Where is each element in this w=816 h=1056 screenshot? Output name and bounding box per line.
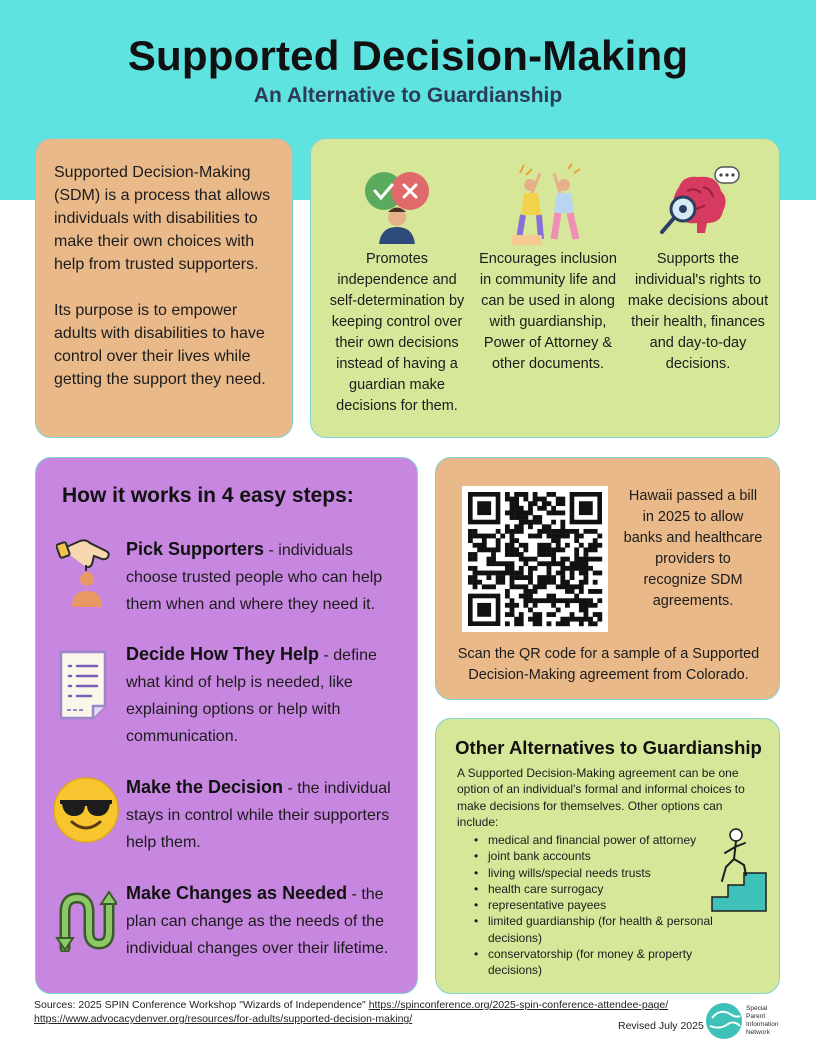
step-text [126, 536, 406, 618]
alternatives-list [472, 832, 722, 979]
high-five-people-icon [473, 161, 623, 249]
list-item: • health care surrogacy [472, 881, 722, 897]
page-title: Supported Decision-Making [127, 32, 689, 79]
revised-date: Revised July 2025 [618, 1020, 704, 1032]
step-description: - the plan can change as the needs of the individual changes over their lifetime. [126, 886, 389, 957]
sunglasses-emoji-icon [50, 774, 122, 846]
stair-climber-icon [706, 827, 772, 913]
document-list-icon [50, 649, 122, 721]
steps-heading: How it works in 4 easy steps: [62, 484, 354, 507]
list-item: • limited guardianship (for health & personal decisions) [472, 913, 722, 946]
list-item: • conservatorship (for money & property decisions) [472, 946, 722, 979]
page-subtitle: An Alternative to Guardianship [253, 84, 563, 107]
checkmark-cross-person-icon [322, 161, 472, 249]
spin-logo [706, 1000, 786, 1042]
step-title: Make the Decision [126, 777, 284, 797]
svg-text:Information: Information [746, 1021, 779, 1028]
intro-paragraph-1: Supported Decision-Making (SDM) is a process that allows individuals with disabilities to make their own choices with help from trusted supporters. [54, 164, 271, 273]
benefit-text: Encourages inclusion in community life and can be used in along with guardianship, Power of Attorney & other documents. [479, 251, 617, 372]
alternatives-card [435, 718, 780, 994]
step-title: Decide How They Help [126, 644, 320, 664]
svg-text:Network: Network [746, 1029, 770, 1036]
list-item: • joint bank accounts [472, 848, 722, 864]
step-title: Pick Supporters [126, 539, 265, 559]
alternatives-intro: A Supported Decision-Making agreement can be one option of an individual's formal and informal choices to make decisions for themselves. Other options can include: [457, 766, 745, 829]
intro-card [35, 138, 293, 438]
intro-paragraph-2: Its purpose is to empower adults with disabilities to have control over their lives while getting the support they need. [54, 302, 266, 388]
step-text [126, 880, 406, 962]
qr-code-icon[interactable] [462, 486, 608, 632]
source-link-1[interactable]: https://spinconference.org/2025-spin-conference-attendee-page/ [368, 999, 669, 1011]
step-title: Make Changes as Needed [126, 883, 348, 903]
qr-caption: Scan the QR code for a sample of a Supported Decision-Making agreement from Colorado. [457, 646, 760, 683]
u-turn-arrows-icon [50, 884, 122, 956]
benefit-text: Supports the individual's rights to make decisions about their health, finances and day-to-day decisions. [627, 251, 769, 372]
brain-magnifier-icon [623, 161, 773, 249]
list-item: • representative payees [472, 897, 722, 913]
step-description: - individuals choose trusted people who can help them when and where they need it. [126, 542, 383, 613]
step-description: - the individual stays in control while their supporters help them. [126, 780, 391, 851]
step-description: - define what kind of help is needed, like explaining options or help with communication. [126, 647, 377, 745]
svg-text:Parent: Parent [746, 1013, 766, 1020]
benefit-text: Promotes independence and self-determination by keeping control over their own decisions instead of having a guardian make decisions for them. [329, 251, 465, 414]
svg-text:Special: Special [746, 1005, 768, 1012]
qr-card [435, 457, 780, 700]
benefits-card [310, 138, 780, 438]
step-text [126, 774, 406, 856]
source-link-2[interactable]: https://www.advocacydenver.org/resources/for-adults/supported-decision-making/ [34, 1013, 413, 1025]
hand-pick-person-icon [50, 536, 122, 608]
footer-sources [34, 998, 714, 1026]
steps-card [35, 457, 418, 994]
list-item: • living wills/special needs trusts [472, 865, 722, 881]
list-item: • medical and financial power of attorney [472, 832, 722, 848]
step-text [126, 641, 406, 750]
sources-label: Sources: 2025 SPIN Conference Workshop "Wizards of Independence" [34, 999, 369, 1011]
qr-text: Hawaii passed a bill in 2025 to allow banks and healthcare providers to recognize SDM agreements. [623, 488, 763, 609]
alternatives-heading: Other Alternatives to Guardianship [455, 737, 762, 758]
